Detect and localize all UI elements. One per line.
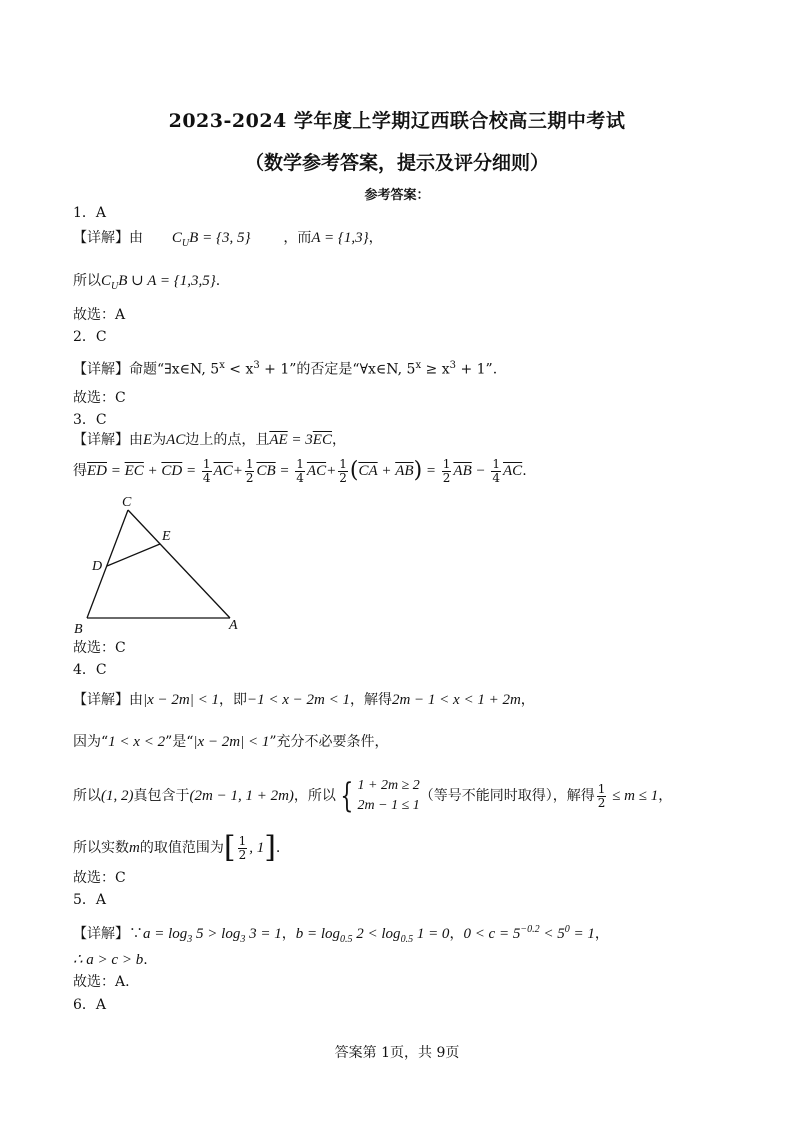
q1-mid: ，而 bbox=[283, 230, 312, 246]
q4-number: 4．C bbox=[73, 662, 107, 678]
triangle-segment-de bbox=[107, 544, 160, 566]
triangle-label-b: B bbox=[74, 622, 83, 637]
q1-expr1: $C_UB = \{3$, 5} bbox=[171, 230, 251, 249]
q4-line3: 所以(1, 2)真包含于(2m − 1, 1 + 2m)，所以 { 1 + 2m ≥ 2 2m − 1 ≤ 1 （等号不能同时取得），解得 $\frac{1}{2}$ ≤ m ≤ 1， bbox=[73, 776, 673, 816]
q1-detail: 【详解】由 $C_UB = \{3$, 5} ，而A = {1,3}， bbox=[73, 230, 383, 249]
q4-line1: 【详解】由|x − 2m| < 1，即−1 < x − 2m < 1，解得2m − 1 < x < 1 + 2m， bbox=[73, 692, 535, 708]
q5-number: 5．A bbox=[73, 892, 107, 908]
exam-title: 2023-2024 学年度上学期辽西联合校高三期中考试 bbox=[168, 110, 626, 132]
triangle-side-ca bbox=[128, 510, 230, 618]
section-heading: 参考答案： bbox=[364, 188, 430, 203]
page-footer: 答案第 1页，共 9页 bbox=[334, 1045, 460, 1061]
q1-detail-prefix: 【详解】由 bbox=[73, 230, 143, 246]
triangle-figure bbox=[70, 492, 260, 638]
q2-detail: 【详解】命题“∃x∈N, $5^x < x^3 + 1$”的否定是“∀x∈N, $5^x \ge x^3 + 1$”. bbox=[73, 360, 498, 378]
q1-expr2: A = {1,3} bbox=[311, 230, 369, 246]
q3-number: 3．C bbox=[73, 412, 107, 428]
q6-number: 6．A bbox=[73, 997, 107, 1013]
triangle-label-d: D bbox=[92, 559, 103, 574]
q3-answer: 故选：C bbox=[73, 640, 126, 656]
q5-answer: 故选：A. bbox=[73, 974, 130, 990]
triangle-label-a: A bbox=[229, 618, 238, 633]
q1-conclusion-expr: $C_UB$ ∪ A = {1,3,5} bbox=[101, 273, 216, 292]
q2-answer: 故选：C bbox=[73, 390, 126, 406]
q4-line2: 因为“1 < x < 2”是“|x − 2m| < 1”充分不必要条件， bbox=[73, 734, 389, 750]
q4-answer: 故选：C bbox=[73, 870, 126, 886]
q1-conclusion: 所以$C_UB$ ∪ A = {1,3,5}. bbox=[73, 273, 221, 292]
triangle-label-c: C bbox=[122, 495, 132, 510]
q5-line1: 【详解】∵a = $\log_3 5 > \log_3 3 = 1$，$b = \log_{0.5} 2 < \log_{0.5} 1 = 0$，$0 < c = 5^{-0.2} < 5^0 = 1$， bbox=[73, 924, 609, 945]
q5-line2: ∴ a > c > b. bbox=[73, 952, 148, 968]
q3-detail: 【详解】由E为AC边上的点，且$\overline{AE} = 3\overline{EC}$， bbox=[73, 432, 346, 448]
triangle-label-e: E bbox=[162, 529, 171, 544]
q4-line4: 所以实数m的取值范围为[ $\frac{1}{2}$ , 1]. bbox=[73, 830, 281, 865]
q3-derivation: 得$\overline{ED} = \overline{EC} + \overline{CD}$ = $\frac{1}{4}$ $\overline{AC}+$ $\frac{1}{2}$ $\overline{CB}$ = $\frac{1}{4}$ $\overline{AC}+$ $\frac{1}{2}$ $(\overline{CA} + \overline{AB})$ = $\frac{1}{2}$ $\overline{AB}$ − $\frac{1}{4}$ $\overline{AC}$. bbox=[73, 456, 527, 485]
exam-subtitle: （数学参考答案，提示及评分细则） bbox=[244, 152, 549, 174]
q1-answer: 故选：A bbox=[73, 307, 126, 323]
q2-number: 2．C bbox=[73, 329, 107, 345]
q1-number: 1．A bbox=[73, 205, 107, 221]
